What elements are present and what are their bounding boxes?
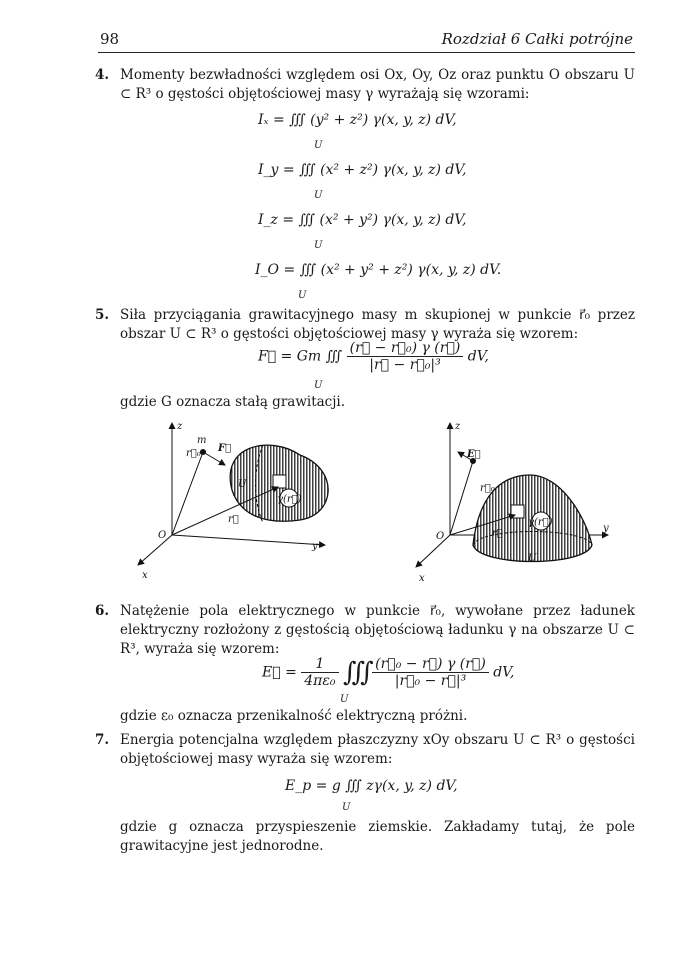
item-4 [95,66,635,104]
item-number: 6. [95,603,110,619]
label-z: z [455,421,461,432]
numerator: (r⃗₀ − r⃗) γ (r⃗) [372,656,489,673]
equation-iz: I_z = ∭ (x² + y²) γ(x, y, z) dV, [258,212,467,228]
x-axis [138,535,172,565]
item-7 [95,731,635,769]
item-text: Energia potencjalna względem płaszczyzny xOy obszaru U ⊂ R³ o gęstości objętościowej masy wyraża się wzorem: [120,732,635,767]
domain-label: U [314,140,323,151]
label-r: r⃗ [492,528,503,539]
figures [0,415,683,585]
triple-integral: ∭ [342,657,368,688]
item-number: 5. [95,307,110,323]
x-axis [416,535,450,567]
equation-iy: I_y = ∭ (x² + z²) γ(x, y, z) dV, [258,162,467,178]
equation-tail: dV, [493,664,515,681]
item-text: Momenty bezwładności względem osi Ox, Oy, Oz oraz punktu O obszaru U ⊂ R³ o gęstości objętościowej masy γ wyrażają się wzorami: [120,67,635,102]
label-r0: r⃗₀ [480,483,495,494]
equation-lhs: E⃗ = [262,664,297,681]
item-6 [95,602,635,659]
note-gravity: gdzie G oznacza stałą grawitacji. [120,394,346,410]
chapter-title: Rozdział 6 Całki potrójne [441,30,633,48]
numerator: (r⃗ − r⃗₀) γ (r⃗) [347,340,464,357]
equation-gravity [258,340,489,373]
label-x: x [419,573,425,584]
note-epsilon: gdzie ε₀ oznacza przenikalność elektryczną próżni. [120,708,468,724]
domain-label: U [314,380,323,391]
item-text: Natężenie pola elektrycznego w punkcie r⃗₀, wywołane przez ładunek elektryczny rozłożony z gęstością objętościową ładunku γ na obszarze U ⊂ R³, wyraża się wzorem: [120,603,635,657]
label-E: E⃗ [467,449,481,460]
right-figure [416,423,608,567]
label-o: O [436,531,445,542]
label-u: U [238,479,247,490]
item-text: Siła przyciągania grawitacyjnego masy m skupionej w punkcie r⃗₀ przez obszar U ⊂ R³ o gęstości objętościowej masy γ wyraża się wzorem: [120,307,635,342]
label-z: z [177,421,183,432]
label-gamma: γ(r⃗) [277,494,302,505]
coef-numerator: 1 [301,656,338,673]
domain-label: U [298,290,307,301]
header-rule [98,52,635,53]
domain-label: U [314,190,323,201]
label-o: O [158,530,167,541]
label-m: m [197,435,207,446]
domain-label: U [342,802,351,813]
equation-electric [262,656,514,689]
equation-tail: dV, [467,348,489,365]
equation-io: I_O = ∭ (x² + y² + z²) γ(x, y, z) dV. [255,262,502,278]
item-number: 7. [95,732,110,748]
vector-r0 [450,461,473,535]
domain-label: U [340,694,349,705]
equation-lhs: F⃗ = Gm ∭ [258,348,343,365]
label-F: F⃗ [218,443,232,454]
label-u: U [528,553,537,564]
equation-potential: E_p = g ∭ zγ(x, y, z) dV, [285,778,458,794]
label-y: y [603,523,609,534]
fraction [372,656,489,689]
label-gamma: γ(r⃗) [528,517,553,528]
label-y: y [312,541,318,552]
coefficient [301,656,338,689]
note-gravity-field: gdzie g oznacza przyspieszenie ziemskie. Zakładamy tutaj, że pole grawitacyjne jest jednorodne. [120,819,635,854]
item-5 [95,306,635,344]
equation-ix: Iₓ = ∭ (y² + z²) γ(x, y, z) dV, [258,112,457,128]
label-r0: r⃗₀ [186,448,201,459]
domain-label: U [314,240,323,251]
denominator: |r⃗₀ − r⃗|³ [394,673,467,689]
denominator: |r⃗ − r⃗₀|³ [369,357,441,373]
page-number: 98 [100,30,120,48]
coef-denominator: 4πε₀ [304,673,336,689]
y-axis [172,535,325,545]
label-r: r⃗ [228,514,239,525]
item-number: 4. [95,67,110,83]
fraction [347,340,464,373]
label-x: x [142,570,148,581]
